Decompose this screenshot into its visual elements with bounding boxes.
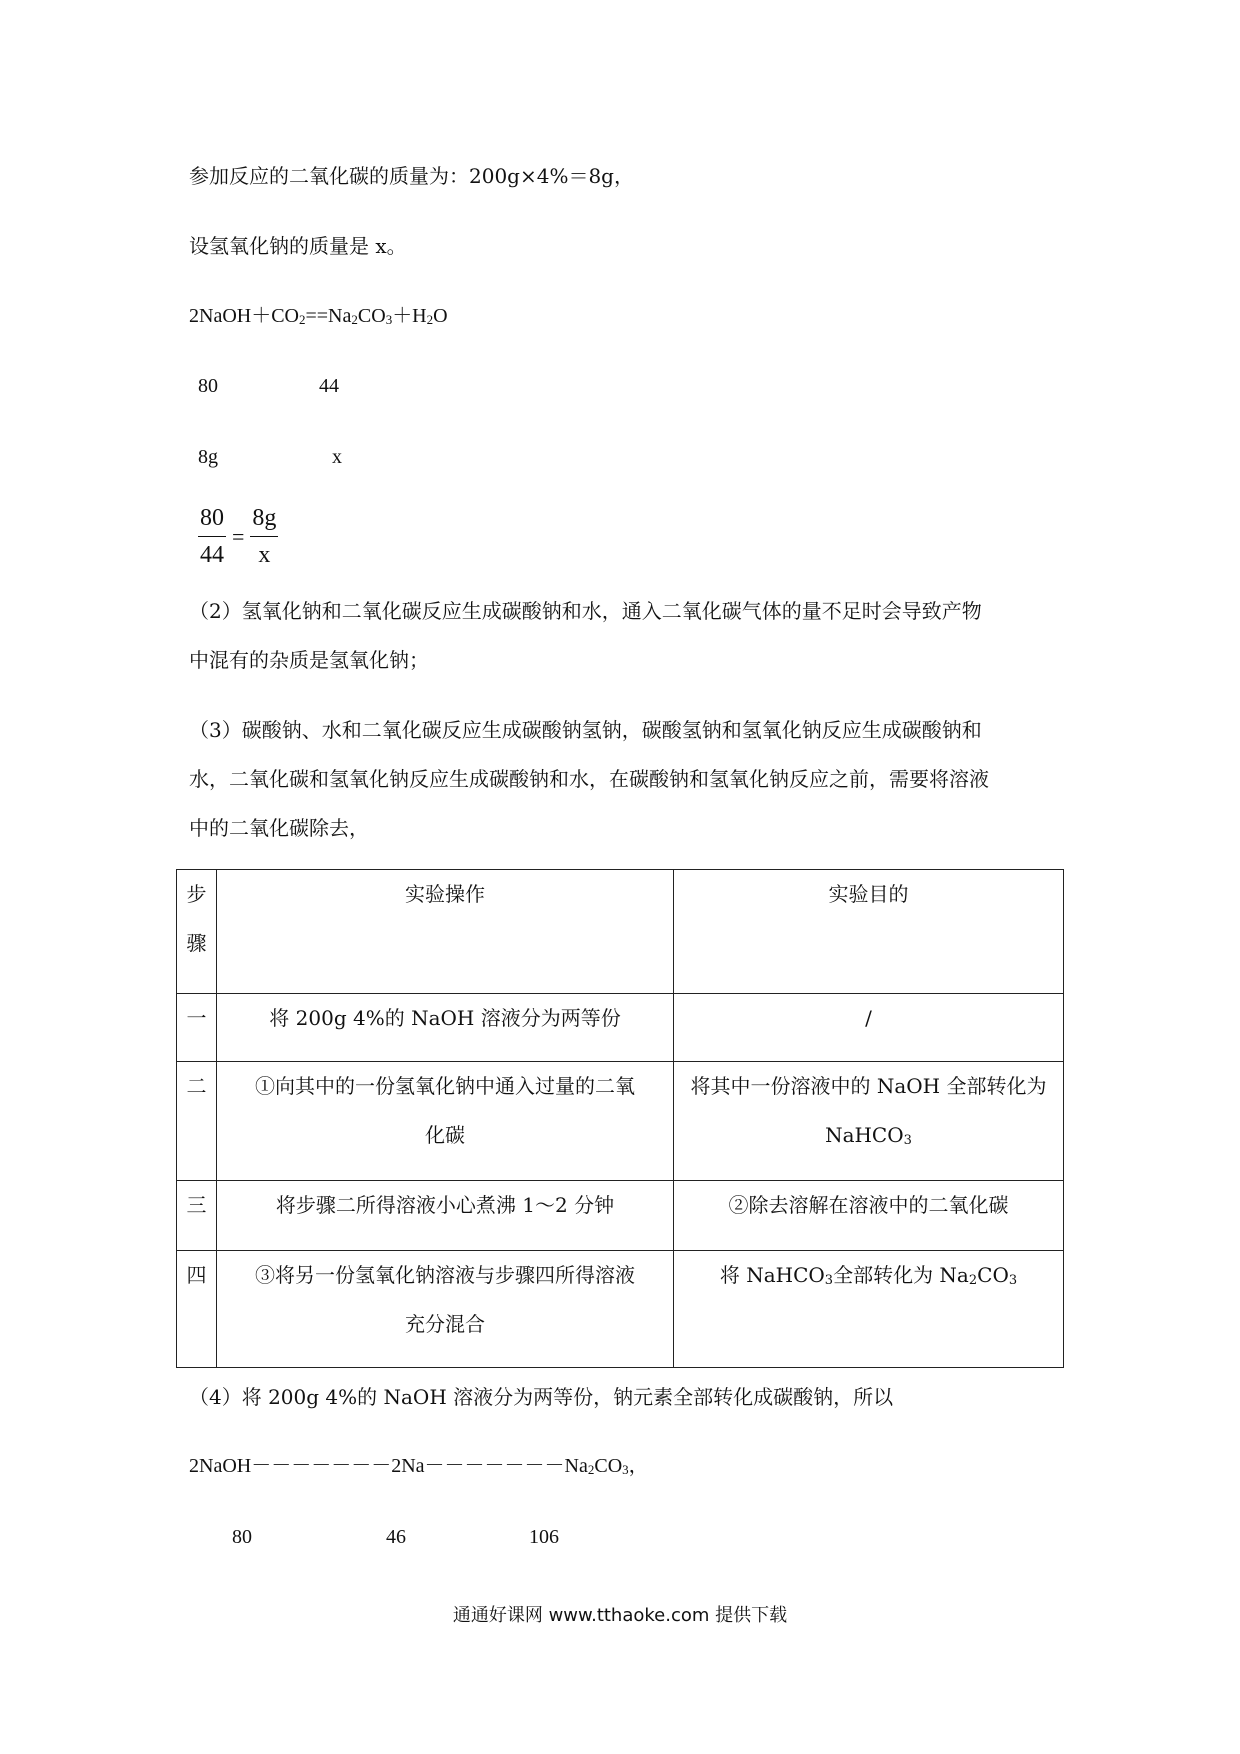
answer-3-line-2: 水，二氧化碳和氢氧化钠反应生成碳酸钠和水，在碳酸钠和氢氧化钠反应之前，需要将溶液: [189, 767, 989, 791]
header-operation: 实验操作: [217, 870, 674, 994]
step-cell: 一: [177, 994, 217, 1062]
ratio-row-1-left: 80: [198, 375, 218, 397]
assumption: 设氢氧化钠的质量是 x。: [189, 234, 407, 258]
table-row: [177, 994, 1064, 1062]
table-row: [177, 1062, 1064, 1181]
purpose-cell: 将 NaHCO$_3$全部转化为 $Na_2CO_3$: [674, 1251, 1064, 1368]
proportion-fraction: $\frac{80}{44}$ = $\frac{8g}{x}$: [200, 505, 277, 568]
experiment-table: [176, 869, 1064, 1368]
operation-cell: ①向其中的一份氢氧化钠中通入过量的二氧 化碳: [217, 1062, 674, 1181]
step-cell: 二: [177, 1062, 217, 1181]
table-row: [177, 1181, 1064, 1251]
answer-3-line-3: 中的二氧化碳除去，: [189, 816, 369, 840]
answer-3-line-1: （3）碳酸钠、水和二氧化碳反应生成碳酸钠氢钠，碳酸氢钠和氢氧化钠反应生成碳酸钠和: [189, 718, 982, 742]
purpose-cell: ②除去溶解在溶液中的二氧化碳: [674, 1181, 1064, 1251]
footer-source: 通通好课网 www.tthaoke.com 提供下载: [452, 1605, 788, 1626]
relation-chain: $2NaOH-------2Na-------Na_2CO_3$，: [189, 1455, 649, 1477]
mass-statement: 参加反应的二氧化碳的质量为：200g×4%＝8g，: [189, 164, 634, 188]
header-step: 步 骤: [177, 870, 217, 994]
mass-value-na2co3: 106: [529, 1526, 559, 1548]
step-cell: 四: [177, 1251, 217, 1368]
purpose-cell: /: [674, 994, 1064, 1062]
operation-cell: 将步骤二所得溶液小心煮沸 1～2 分钟: [217, 1181, 674, 1251]
step-cell: 三: [177, 1181, 217, 1251]
answer-2-line-1: （2）氢氧化钠和二氧化碳反应生成碳酸钠和水，通入二氧化碳气体的量不足时会导致产物: [189, 599, 982, 623]
header-purpose: 实验目的: [674, 870, 1064, 994]
answer-2-line-2: 中混有的杂质是氢氧化钠；: [189, 648, 429, 672]
operation-cell: ③将另一份氢氧化钠溶液与步骤四所得溶液 充分混合: [217, 1251, 674, 1368]
ratio-row-2-right: x: [332, 446, 342, 468]
mass-value-naoh: 80: [232, 1526, 252, 1548]
answer-4-line-1: （4）将 200g 4%的 NaOH 溶液分为两等份，钠元素全部转化成碳酸钠，所以: [189, 1385, 894, 1409]
mass-value-na: 46: [386, 1526, 406, 1548]
ratio-row-2-left: 8g: [198, 446, 218, 468]
chemical-equation: $2NaOH+CO_2==Na_2CO_3+H_2O$: [189, 305, 448, 327]
operation-cell: 将 200g 4%的 NaOH 溶液分为两等份: [217, 994, 674, 1062]
ratio-row-1-right: 44: [319, 375, 339, 397]
table-row: [177, 1251, 1064, 1368]
purpose-cell: 将其中一份溶液中的 NaOH 全部转化为 NaHCO$_3$: [674, 1062, 1064, 1181]
